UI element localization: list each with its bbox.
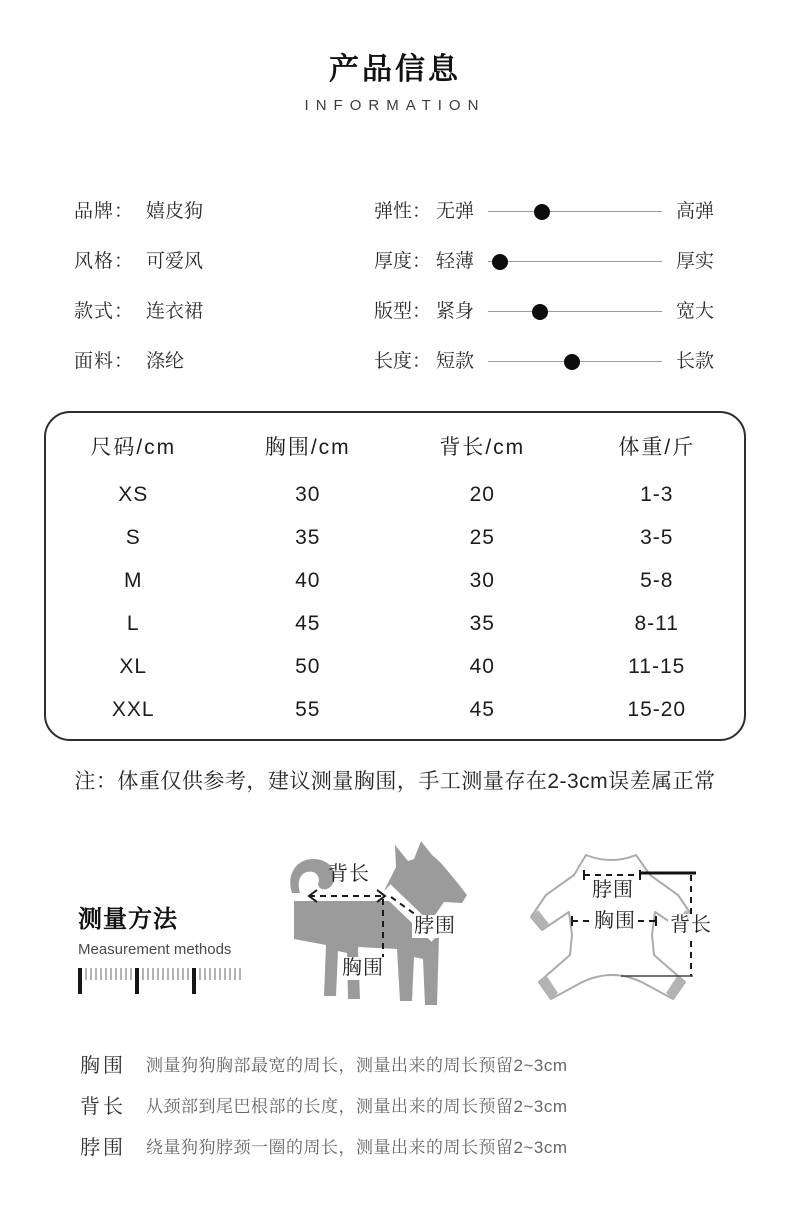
table-row	[46, 516, 744, 559]
slider-dot	[564, 354, 580, 370]
slider-min-label: 短款	[436, 351, 475, 372]
slider-fit	[374, 302, 714, 321]
cell-size: XXL	[111, 697, 155, 721]
slider-label: 长度：	[374, 351, 432, 372]
garment-measurement-diagram	[528, 849, 743, 1019]
dog-back-length-label: 背长	[328, 863, 370, 885]
attribute-brand	[74, 202, 374, 221]
slider-dot	[532, 304, 548, 320]
measurement-section	[0, 841, 790, 1171]
slider-dot	[492, 254, 508, 270]
cell-weight: 8-11	[634, 611, 679, 635]
slider-line	[488, 211, 662, 212]
attribute-style	[74, 252, 374, 271]
cell-weight: 11-15	[628, 654, 686, 678]
cell-weight: 5-8	[640, 568, 674, 592]
cell-weight: 3-5	[640, 525, 674, 549]
measurement-subtitle: Measurement methods	[78, 941, 232, 958]
attributes-left-column	[74, 202, 374, 371]
slider-label: 弹性：	[374, 201, 432, 222]
slider-track	[488, 202, 662, 221]
size-table-header-row	[46, 419, 744, 473]
measurement-method-block	[78, 899, 241, 994]
attribute-label: 品牌：	[74, 201, 135, 222]
weight-note: 注：体重仅供参考，建议测量胸围，手工测量存在2-3cm误差属正常	[74, 770, 716, 793]
size-table-box	[44, 411, 746, 741]
slider-max-label: 长款	[675, 351, 714, 372]
slider-max-label: 厚实	[675, 251, 714, 272]
garment-neck-girth-label: 脖围	[592, 879, 634, 901]
cell-back: 45	[469, 697, 495, 721]
attribute-value: 可爱风	[146, 251, 204, 272]
cell-back: 25	[469, 525, 495, 549]
slider-dot	[534, 204, 550, 220]
cell-size: L	[126, 611, 140, 635]
attribute-label: 面料：	[74, 351, 135, 372]
measurement-terms	[80, 1049, 568, 1160]
dog-measurement-diagram	[286, 835, 511, 1025]
attribute-label: 款式：	[74, 301, 135, 322]
ruler-graphic	[78, 968, 241, 994]
garment-back-length-label: 背长	[670, 914, 712, 936]
cell-size: M	[124, 568, 143, 592]
attribute-value: 涤纶	[146, 351, 185, 372]
product-attributes	[0, 202, 790, 371]
cell-back: 30	[469, 568, 495, 592]
page-header	[0, 0, 790, 114]
cell-back: 40	[469, 654, 495, 678]
measurement-title: 测量方法	[78, 906, 178, 933]
cell-weight: 15-20	[627, 697, 687, 721]
cell-chest: 35	[295, 525, 321, 549]
cell-chest: 45	[295, 611, 321, 635]
slider-label: 版型：	[374, 301, 432, 322]
attributes-right-column	[374, 202, 714, 371]
column-header-back: 背长/cm	[439, 436, 526, 459]
term-row-neck	[80, 1131, 568, 1160]
cell-back: 20	[469, 482, 495, 506]
column-header-chest: 胸围/cm	[264, 436, 351, 459]
page-title: 产品信息	[329, 53, 461, 86]
attribute-value: 连衣裙	[146, 301, 204, 322]
term-description: 测量狗狗胸部最宽的周长，测量出来的周长预留2~3cm	[146, 1056, 568, 1075]
slider-elasticity	[374, 202, 714, 221]
dog-chest-girth-label: 胸围	[342, 957, 384, 979]
cell-chest: 40	[295, 568, 321, 592]
table-row	[46, 645, 744, 688]
term-row-chest	[80, 1049, 568, 1078]
term-description: 绕量狗狗脖颈一圈的周长，测量出来的周长预留2~3cm	[146, 1138, 568, 1157]
cell-chest: 55	[295, 697, 321, 721]
term-name: 背长	[80, 1096, 126, 1118]
term-description: 从颈部到尾巴根部的长度，测量出来的周长预留2~3cm	[146, 1097, 568, 1116]
term-row-back	[80, 1090, 568, 1119]
cell-back: 35	[469, 611, 495, 635]
slider-label: 厚度：	[374, 251, 432, 272]
cell-chest: 30	[295, 482, 321, 506]
term-name: 胸围	[80, 1055, 126, 1077]
column-header-weight: 体重/斤	[618, 436, 696, 459]
slider-track	[488, 252, 662, 271]
slider-min-label: 紧身	[436, 301, 475, 322]
slider-thickness	[374, 252, 714, 271]
cell-size: S	[125, 525, 141, 549]
table-row	[46, 473, 744, 516]
garment-chest-girth-label: 胸围	[594, 910, 636, 932]
slider-line	[488, 261, 662, 262]
slider-min-label: 无弹	[436, 201, 475, 222]
slider-max-label: 高弹	[675, 201, 714, 222]
cell-weight: 1-3	[640, 482, 674, 506]
slider-min-label: 轻薄	[436, 251, 475, 272]
attribute-value: 嬉皮狗	[146, 201, 204, 222]
page-subtitle: INFORMATION	[304, 97, 486, 114]
table-row	[46, 559, 744, 602]
slider-line	[488, 311, 662, 312]
dog-silhouette-graphic	[286, 835, 511, 1025]
cell-size: XL	[119, 654, 148, 678]
column-header-size: 尺码/cm	[90, 436, 177, 459]
attribute-fabric	[74, 352, 374, 371]
attribute-type	[74, 302, 374, 321]
slider-track	[488, 302, 662, 321]
slider-track	[488, 352, 662, 371]
attribute-label: 风格：	[74, 251, 135, 272]
table-row	[46, 688, 744, 731]
slider-length	[374, 352, 714, 371]
table-row	[46, 602, 744, 645]
cell-chest: 50	[295, 654, 321, 678]
size-table	[46, 419, 744, 731]
dog-neck-girth-label: 脖围	[414, 915, 456, 937]
term-name: 脖围	[80, 1137, 126, 1159]
slider-max-label: 宽大	[675, 301, 714, 322]
cell-size: XS	[118, 482, 149, 506]
